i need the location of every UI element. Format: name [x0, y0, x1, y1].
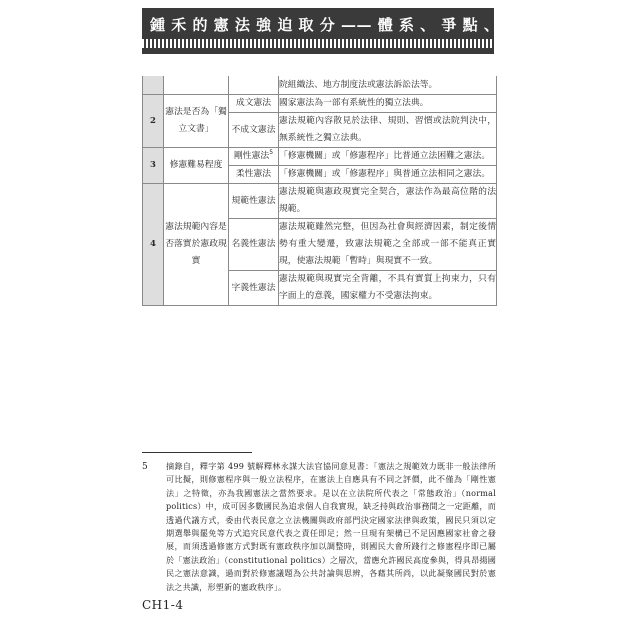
footnote-number: 5 [142, 462, 148, 472]
subtype-cell: 規範性憲法 [229, 184, 279, 219]
subtype-cell: 成文憲法 [229, 95, 279, 113]
footnote-divider [142, 452, 252, 453]
page-number: CH1-4 [142, 598, 184, 612]
description-cell: 憲法規範與憲政現實完全契合，憲法作為最高位階的法規範。 [279, 184, 497, 219]
continuation-cell: 院組織法、地方制度法或憲法訴訟法等。 [279, 76, 497, 95]
table-row [143, 184, 497, 219]
constitution-classification-table [142, 76, 497, 306]
chapter-header [142, 8, 627, 54]
subtype-cell: 柔性憲法 [229, 166, 279, 184]
category-cell: 憲法規範內容是否落實於憲政現實 [164, 184, 229, 306]
table-row [143, 95, 497, 113]
footnote-marker: 5 [269, 149, 274, 157]
category-cell: 憲法是否為「獨立文書」 [164, 95, 229, 148]
subtype-cell: 字義性憲法 [229, 271, 279, 306]
description-cell: 國家憲法為一部有系統性的獨立法典。 [279, 95, 497, 113]
footnote-text: 摘錄自，釋字第 499 號解釋林永謀大法官協同意見書：「憲法之規範效力既非一般法律所可比擬，則修憲程序與一般立法程序，在憲法上自應具有不同之評價，此不僅為「剛性憲法」之特徵，亦為我國憲法之當然要求。是以在立法院所代表之「常態政治」（normal politics）中，成可因多數國民為追求個人自我實現，缺乏持與政治事務間之一定距離，而透過代議方式，委由代表民意之立法機關與政府部門決定國家法律與政策，國民只須以定期選舉與罷免等方式追究民意代表之責任即足；然一旦現有架構已不足因應國家社會之發展，而須透過修憲方式對既有憲政秩序加以調整時，則國民大會所踐行之修憲程序即已屬於「憲法政治」（constitutional politics）之層次，當應允許國民高度參與，得具昂揚國民之憲法意識，過而對於修憲議題為公共討論與思辨，各藉其所尚，以此凝聚國民對於憲法之共識，形塑新的憲政秩序」。 [166, 461, 496, 592]
book-title: 鍾 禾 的 憲 法 強 迫 取 分 —— 體 系 、 爭 點 、 解 題 一 次 搞 定 [150, 16, 627, 34]
table-row [143, 76, 497, 95]
description-cell: 「修憲機關」或「修憲程序」比普通立法困難之憲法。 [279, 148, 497, 166]
header-stripe [142, 39, 494, 48]
description-cell: 憲法規範內容散見於法律、規則、習慣或法院判決中，無系統性之獨立法典。 [279, 113, 497, 148]
description-cell: 憲法規範與現實完全背離，不具有實質上拘束力，只有字面上的意義，國家權力不受憲法拘束。 [279, 271, 497, 306]
subtype-cell: 不成文憲法 [229, 113, 279, 148]
category-cell: 修憲難易程度 [164, 148, 229, 184]
table-row [143, 148, 497, 166]
description-cell: 憲法規範雖然完整，但因為社會與經濟因素，制定後情勢有重大變遷，致憲法規範之全部或一部不能真正實現，使憲法規範「暫時」與現實不一致。 [279, 219, 497, 271]
subtype-cell: 名義性憲法 [229, 219, 279, 271]
subtype-cell [229, 148, 279, 166]
row-number: 3 [143, 148, 164, 184]
row-number: 2 [143, 95, 164, 148]
subtype-label: 剛性憲法 [233, 151, 270, 161]
row-number: 4 [143, 184, 164, 306]
description-cell: 「修憲機關」或「修憲程序」與普通立法相同之憲法。 [279, 166, 497, 184]
